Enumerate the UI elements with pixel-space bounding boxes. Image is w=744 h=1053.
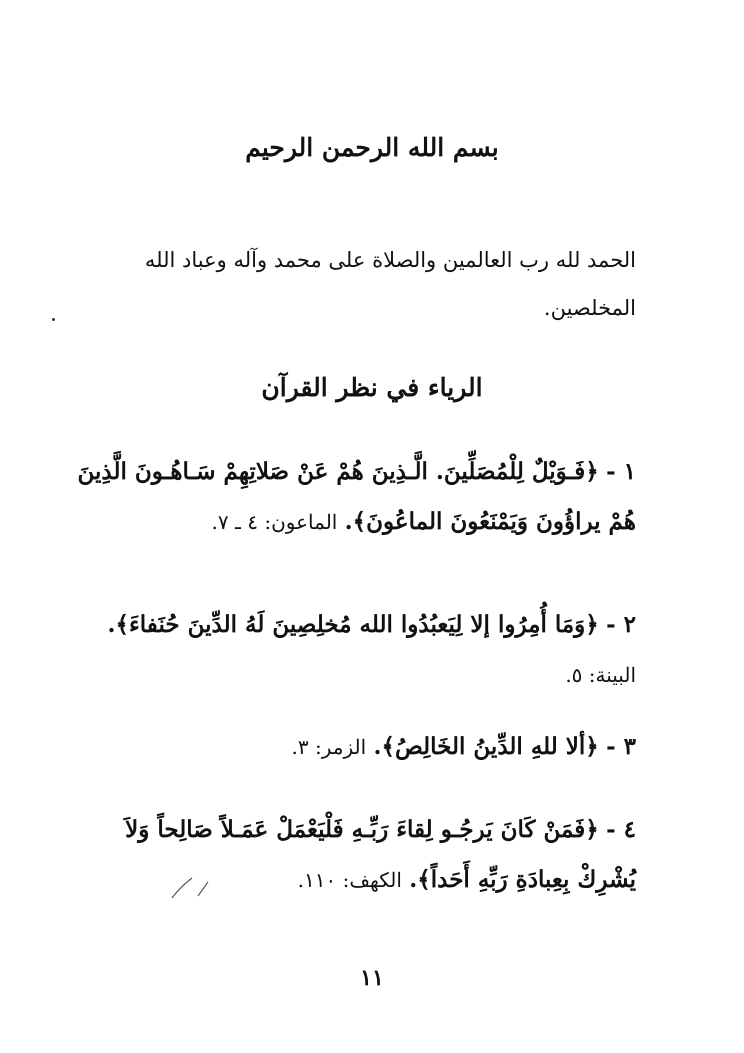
- verse-text: ﴿فَمَنْ كَانَ يَرجُـو لِقاءَ رَبِّـهِ فَلْيَعْمَلْ عَمَـلاً صَالِحاً وَلاَ يُشْرِكْ بِعِبادَةِ رَبِّهِ أَحَداً﴾.: [125, 816, 636, 893]
- stray-dot-mark: [52, 318, 55, 321]
- verse-reference: الكهف: ١١٠.: [297, 868, 402, 892]
- verse-reference: الزمر: ٣.: [291, 735, 367, 759]
- page-number: ١١: [360, 965, 384, 991]
- verse-text: ﴿ألا للهِ الدِّينُ الخَالِصُ﴾.: [373, 733, 599, 760]
- section-title: الرياء في نظر القرآن: [261, 373, 483, 402]
- verse-text: ﴿وَمَا أُمِرُوا إلا لِيَعبُدُوا الله مُخلِصِينَ لَهُ الدِّينَ حُنَفاءَ﴾.: [107, 611, 599, 638]
- verse-item: [76, 722, 636, 772]
- verse-item: [76, 447, 636, 547]
- verse-text: ﴿فَـوَيْلٌ لِلْمُصَلِّينَ. الَّـذِينَ هُمْ عَنْ صَلاتِهِمْ سَـاهُـونَ الَّذِينَ هُمْ يراؤُونَ وَيَمْنَعُونَ الماعُونَ﴾.: [77, 458, 636, 535]
- verse-item: [76, 805, 636, 905]
- basmala-heading: بسم الله الرحمن الرحيم: [245, 133, 499, 162]
- verse-number: ٤ -: [606, 816, 636, 843]
- handwritten-pen-mark: [168, 872, 228, 902]
- verse-item: [76, 600, 636, 700]
- verse-reference: البينة: ٥.: [565, 663, 636, 687]
- verse-number: ٣ -: [606, 733, 636, 760]
- verse-number: ١ -: [606, 458, 636, 485]
- verse-number: ٢ -: [606, 611, 636, 638]
- verse-reference: الماعون: ٤ ـ ٧.: [211, 510, 338, 534]
- intro-paragraph: الحمد لله رب العالمين والصلاة على محمد وآله وعباد الله المخلصين.: [144, 248, 636, 320]
